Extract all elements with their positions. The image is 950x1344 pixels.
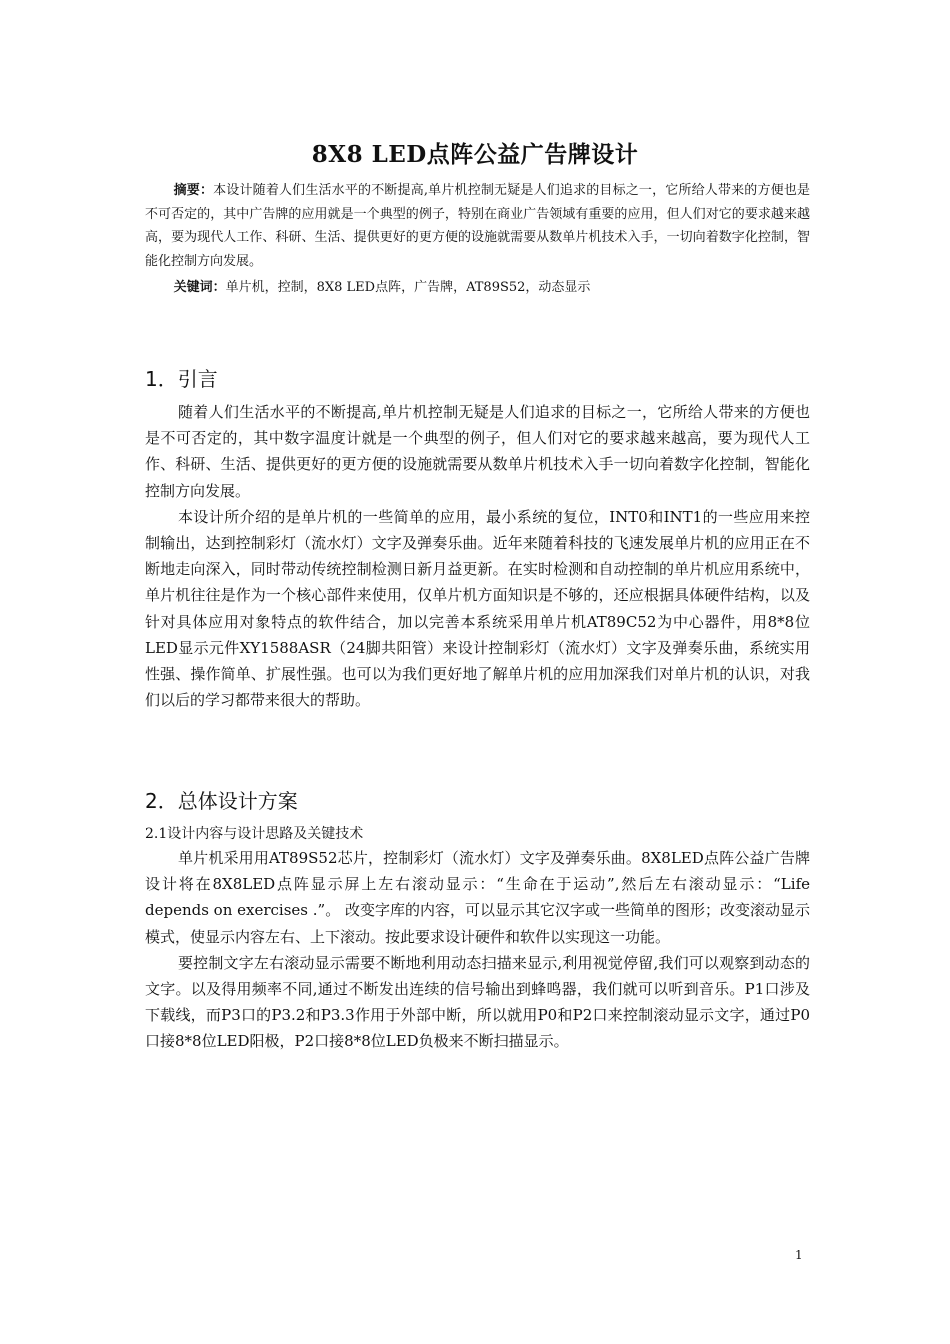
- abstract-text: 本设计随着人们生活水平的不断提高,单片机控制无疑是人们追求的目标之一，它所给人带来的方便也是不可否定的，其中广告牌的应用就是一个典型的例子，特别在商业广告领域有重要的应用，但人们对它的要求越来越高，要为现代人工作、科研、生活、提供更好的更方便的设施就需要从数单片机技术入手，一切向着数字化控制，智能化控制方向发展。: [145, 183, 810, 269]
- abstract-label: 摘要：: [173, 183, 214, 198]
- section1-paragraph: 随着人们生活水平的不断提高,单片机控制无疑是人们追求的目标之一，它所给人带来的方便也是不可否定的，其中数字温度计就是一个典型的例子，但人们对它的要求越来越高，要为现代人工作、科研、生活、提供更好的更方便的设施就需要从数单片机技术入手一切向着数字化控制，智能化控制方向发展。: [145, 403, 810, 500]
- page-number: 1: [795, 1248, 803, 1262]
- keywords: [145, 276, 810, 300]
- abstract: [145, 179, 810, 273]
- document-title: 8X8 LED点阵公益广告牌设计: [311, 141, 639, 168]
- section2-paragraph: 单片机采用用AT89S52芯片，控制彩灯（流水灯）文字及弹奏乐曲。8X8LED点阵公益广告牌设计将在8X8LED点阵显示屏上左右滚动显示：“生命在于运动”,然后左右滚动显示：“Life depends on exercises .”。 改变字库的内容，可以显示其它汉字或一些简单的图形；改变滚动显示模式，使显示内容左右、上下滚动。按此要求设计硬件和软件以实现这一功能。: [145, 849, 810, 946]
- section1-heading: 1．引言: [145, 367, 218, 391]
- section1-body: [145, 399, 810, 713]
- section2-subheading: 2.1设计内容与设计思路及关键技术: [145, 826, 364, 842]
- keywords-label: 关键词：: [173, 280, 226, 295]
- section1-paragraph: 本设计所介绍的是单片机的一些简单的应用，最小系统的复位，INT0和INT1的一些应用来控制输出，达到控制彩灯（流水灯）文字及弹奏乐曲。近年来随着科技的飞速发展单片机的应用正在不断地走向深入，同时带动传统控制检测日新月益更新。在实时检测和自动控制的单片机应用系统中，单片机往往是作为一个核心部件来使用，仅单片机方面知识是不够的，还应根据具体硬件结构，以及针对具体应用对象特点的软件结合，加以完善本系统采用单片机AT89C52为中心器件，用8*8位LED显示元件XY1588ASR（24脚共阳管）来设计控制彩灯（流水灯）文字及弹奏乐曲，系统实用性强、操作简单、扩展性强。也可以为我们更好地了解单片机的应用加深我们对单片机的认识，对我们以后的学习都带来很大的帮助。: [145, 507, 810, 710]
- section2-heading: 2．总体设计方案: [145, 789, 298, 813]
- section2-body: [145, 845, 810, 1055]
- keywords-text: 单片机，控制，8X8 LED点阵，广告牌，AT89S52，动态显示: [225, 280, 591, 295]
- section2-paragraph: 要控制文字左右滚动显示需要不断地利用动态扫描来显示,利用视觉停留,我们可以观察到动态的文字。以及得用频率不同,通过不断发出连续的信号输出到蜂鸣器，我们就可以听到音乐。P1口涉及下载线，而P3口的P3.2和P3.3作用于外部中断，所以就用P0和P2口来控制滚动显示文字，通过P0口接8*8位LED阳极，P2口接8*8位LED负极来不断扫描显示。: [145, 953, 810, 1051]
